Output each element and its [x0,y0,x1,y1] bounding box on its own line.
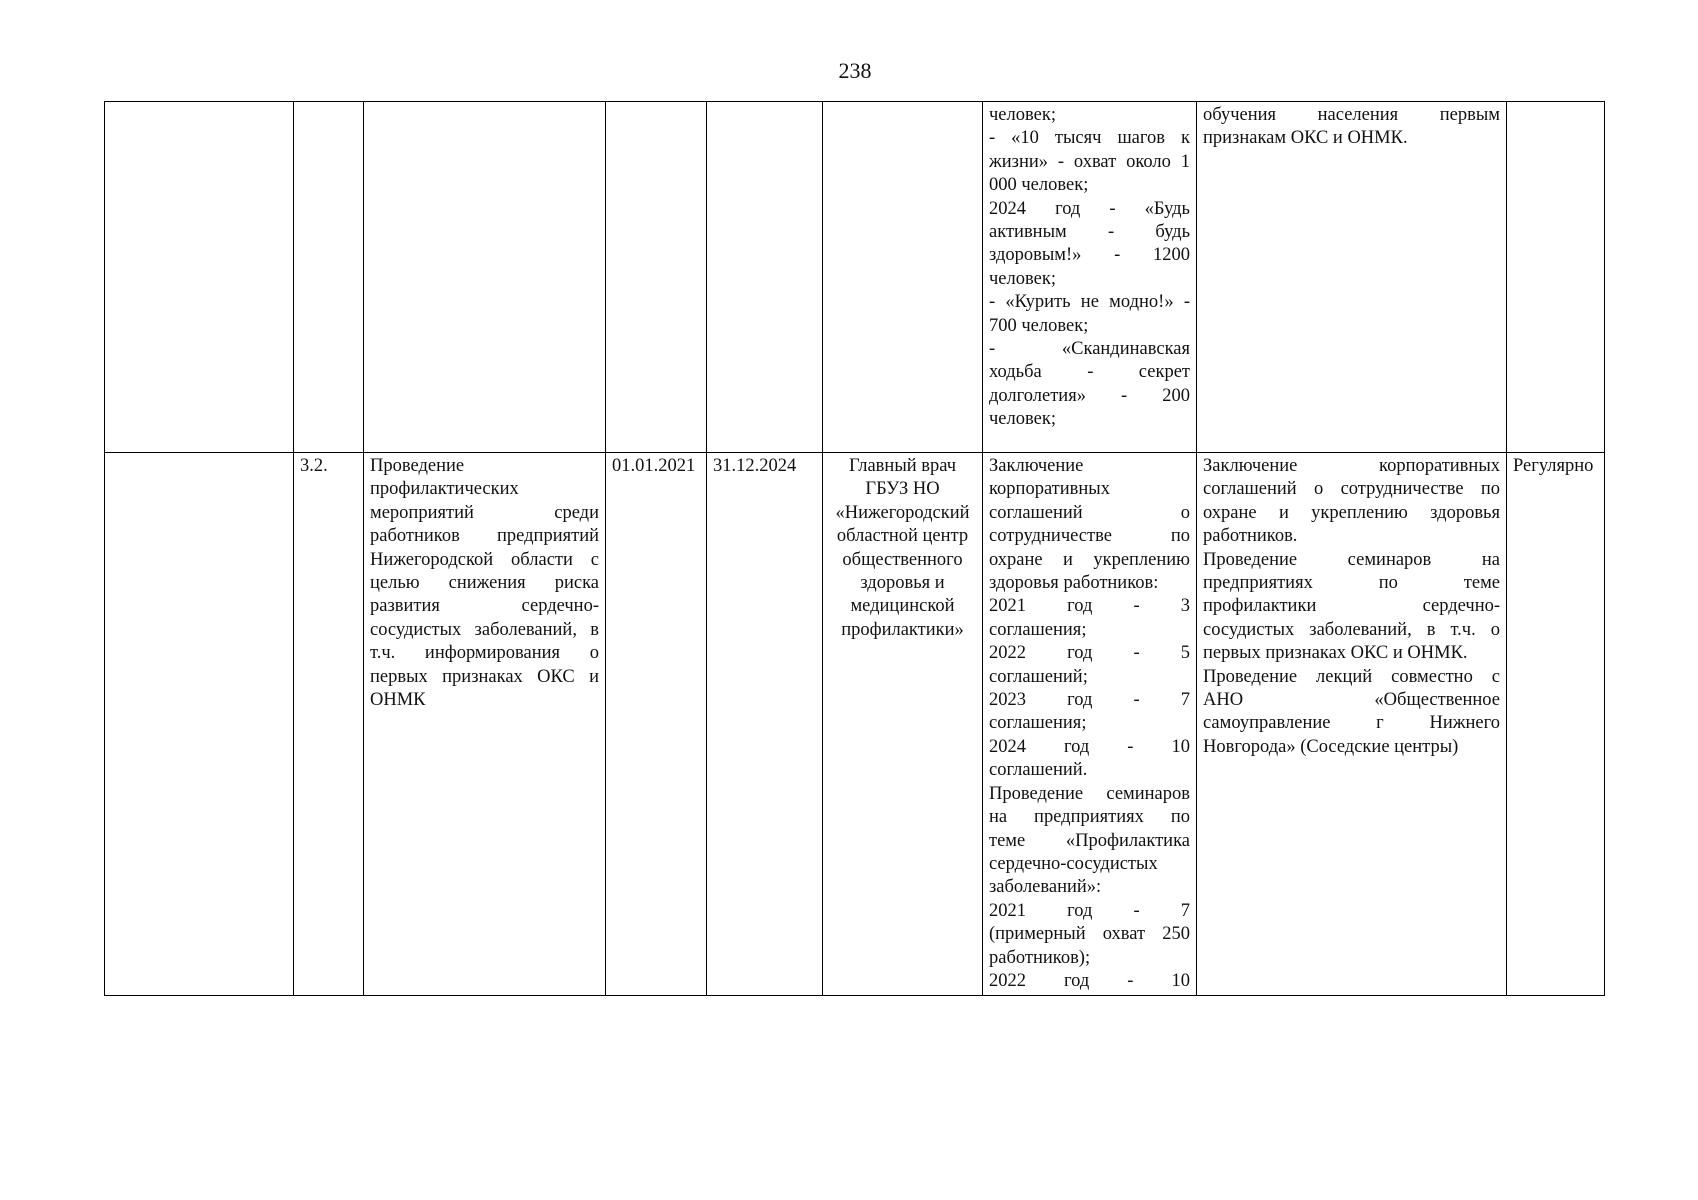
result-cell [983,102,1197,453]
responsible-line: общественного [842,549,963,570]
effect-line: Проведение семинаров на [1203,549,1500,570]
result-line: соглашений о [989,502,1190,523]
section-cell [105,102,294,453]
effect-cell [1197,102,1507,453]
result-line: соглашений. [989,760,1088,781]
effect-line: предприятиях по теме [1203,573,1500,594]
result-line: охране и укреплению [989,549,1190,570]
effect-line: АНО «Общественное [1203,690,1500,711]
responsible-line: медицинской [850,596,955,617]
period-cell: Регулярно [1507,453,1605,996]
start-date-cell [606,102,707,453]
result-line: жизни» - охват около 1 [989,151,1190,172]
result-line: 2021 год - 3 [989,596,1190,617]
period-cell [1507,102,1605,453]
result-line: ходьба - секрет [989,362,1190,383]
effect-line: сосудистых заболеваний, в т.ч. о [1203,619,1500,640]
result-line: - «10 тысяч шагов к [989,128,1190,149]
activity-cell: Проведение профилактических мероприятий среди работников предприятий Нижегородской области с целью снижения риска развития сердечно-сосудистых заболеваний, в т.ч. информирования о первых признаках ОКС и ОНМК [364,453,606,996]
effect-line: обучения населения первым [1203,105,1500,125]
result-line: работников); [989,947,1091,968]
effect-line: соглашений о сотрудничестве по [1203,479,1500,500]
result-line: человек; [989,105,1056,125]
effect-line: признакам ОКС и ОНМК. [1203,128,1408,149]
result-line: (примерный охват 250 [989,924,1190,945]
result-line: Проведение семинаров [989,783,1190,804]
result-line: заболеваний»: [989,877,1102,898]
effect-line: Новгорода» (Соседские центры) [1203,736,1459,757]
result-line: человек; [989,409,1056,430]
section-cell [105,453,294,996]
result-line: сотрудничестве по [989,526,1190,547]
effect-line: Проведение лекций совместно с [1203,666,1500,687]
measures-table [104,101,1605,996]
effect-cell [1197,453,1507,996]
result-line: - «Курить не модно!» - [989,292,1190,313]
result-line: корпоративных [989,479,1110,500]
responsible-cell [823,453,983,996]
effect-line: работников. [1203,526,1298,547]
result-line: на предприятиях по [989,807,1190,828]
responsible-line: профилактики» [841,619,964,640]
item-number-cell [294,102,364,453]
result-line: 2024 год - «Будь [989,198,1190,219]
effect-line: охране и укреплению здоровья [1203,502,1500,523]
result-line: Заключение [989,456,1084,476]
result-line: активным - будь [989,222,1190,243]
end-date-cell: 31.12.2024 [707,453,823,996]
result-line: теме «Профилактика [989,830,1190,851]
table-row [105,453,1605,996]
start-date-cell: 01.01.2021 [606,453,707,996]
result-line: здоровым!» - 1200 [989,245,1190,266]
result-line: - «Скандинавская [989,339,1190,360]
activity-cell [364,102,606,453]
responsible-cell [823,102,983,453]
responsible-line: «Нижегородский [835,502,970,523]
end-date-cell [707,102,823,453]
effect-line: первых признаках ОКС и ОНМК. [1203,643,1468,664]
result-line: 2022 год - 10 [989,970,1190,991]
result-line: соглашений; [989,666,1088,687]
effect-line: профилактики сердечно- [1203,596,1500,617]
result-line: соглашения; [989,713,1087,734]
result-line: 2023 год - 7 [989,690,1190,711]
result-line: 2021 год - 7 [989,900,1190,921]
responsible-line: здоровья и [860,573,945,594]
result-line: 000 человек; [989,175,1089,196]
responsible-line: ГБУЗ НО [865,479,940,500]
result-line: сердечно-сосудистых [989,853,1158,874]
result-line: 700 человек; [989,315,1089,336]
result-line: человек; [989,268,1056,289]
result-line: здоровья работников: [989,573,1159,594]
responsible-line: областной центр [836,526,969,547]
result-line: долголетия» - 200 [989,385,1190,406]
table-row [105,102,1605,453]
effect-line: самоуправление г Нижнего [1203,713,1500,734]
result-line: соглашения; [989,619,1087,640]
result-line: 2024 год - 10 [989,736,1190,757]
page-number: 238 [838,58,872,83]
item-number-cell: 3.2. [294,453,364,996]
responsible-line: Главный врач [848,456,957,476]
result-line: 2022 год - 5 [989,643,1190,664]
effect-line: Заключение корпоративных [1203,456,1500,476]
result-cell [983,453,1197,996]
